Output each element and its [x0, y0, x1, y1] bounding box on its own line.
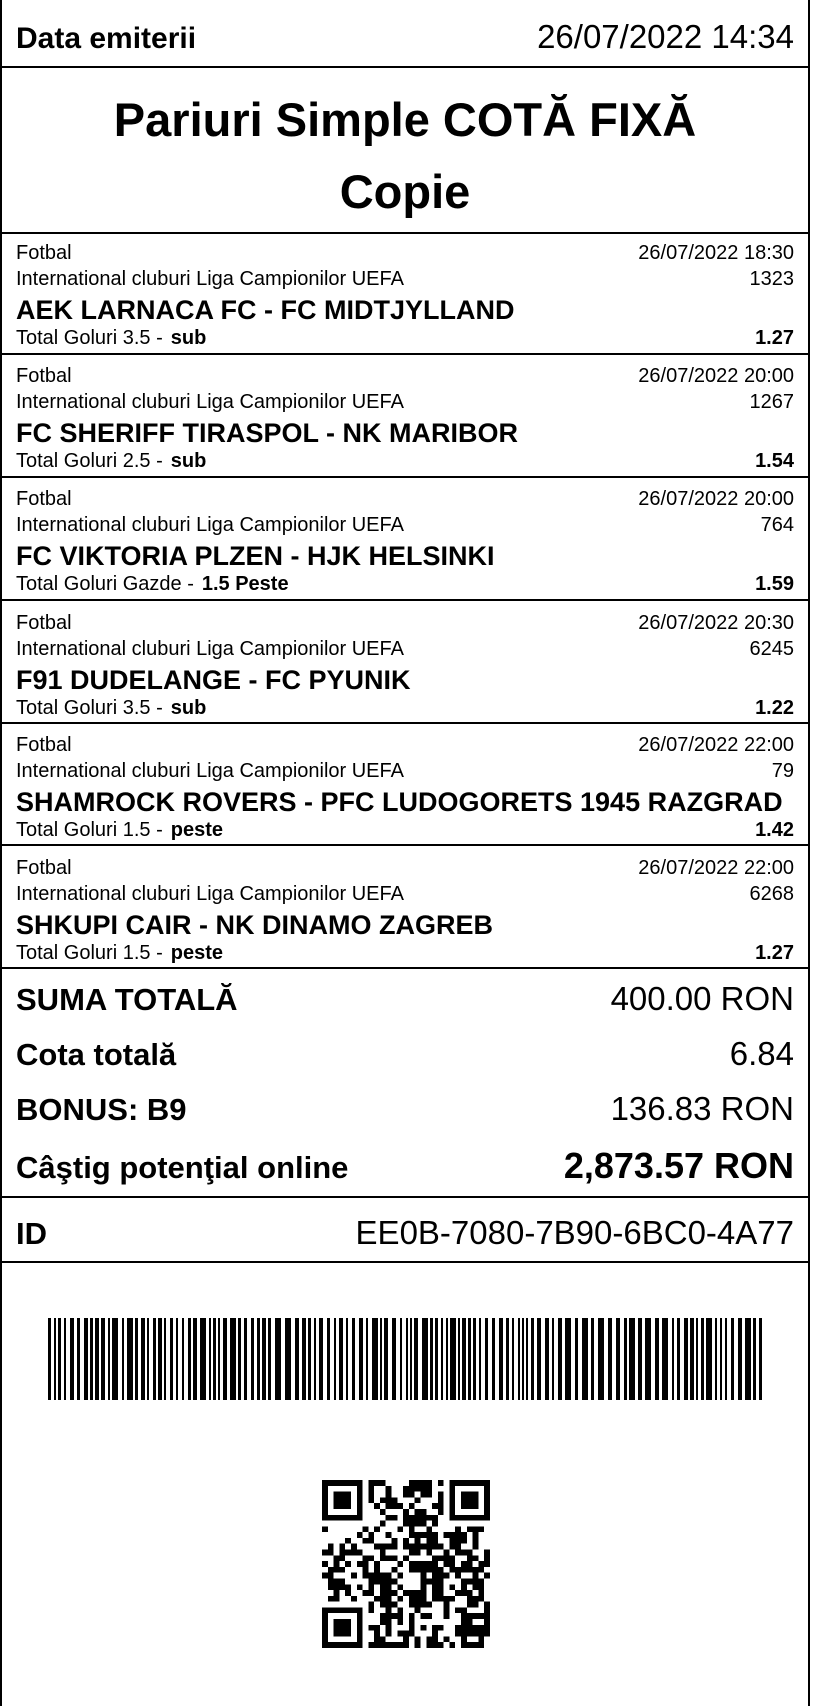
- event-match: F91 DUDELANGE - FC PYUNIK: [16, 665, 411, 695]
- potential-win-row: [16, 1145, 794, 1187]
- event-market: Total Goluri 2.5 - sub: [16, 450, 207, 472]
- event-datetime: 26/07/2022 20:00: [638, 365, 794, 387]
- event-odds: 1.59: [755, 573, 794, 595]
- event-selection: peste: [170, 942, 223, 964]
- event-sport: Fotbal: [16, 365, 72, 387]
- event-competition: International cluburi Liga Campionilor UEFA: [16, 638, 404, 660]
- event-market: Total Goluri 1.5 - peste: [16, 819, 223, 841]
- ticket-id-value: EE0B-7080-7B90-6BC0-4A77: [355, 1214, 794, 1251]
- total-odds-row: [16, 1035, 794, 1073]
- event-odds: 1.27: [755, 942, 794, 964]
- event-item: [2, 234, 808, 352]
- event-code: 6268: [749, 883, 794, 905]
- event-code: 1323: [749, 268, 794, 290]
- event-item: [2, 604, 808, 722]
- event-sport: Fotbal: [16, 734, 72, 756]
- barcode-icon: [48, 1318, 762, 1400]
- ticket-id-row: [16, 1214, 794, 1252]
- bonus-label: BONUS: B9: [16, 1092, 187, 1127]
- event-code: 1267: [749, 391, 794, 413]
- bonus-row: [16, 1090, 794, 1128]
- ticket-subtitle: Copie: [339, 165, 471, 218]
- divider: [2, 844, 808, 846]
- event-item: [2, 849, 808, 967]
- event-selection: sub: [170, 697, 207, 719]
- event-match: FC VIKTORIA PLZEN - HJK HELSINKI: [16, 541, 495, 571]
- event-match: SHKUPI CAIR - NK DINAMO ZAGREB: [16, 910, 493, 940]
- event-selection: 1.5 Peste: [201, 573, 289, 595]
- event-datetime: 26/07/2022 22:00: [638, 734, 794, 756]
- potential-win-value: 2,873.57 RON: [563, 1145, 794, 1186]
- event-match: SHAMROCK ROVERS - PFC LUDOGORETS 1945 RAZGRAD: [16, 787, 783, 817]
- stake-label: SUMA TOTALĂ: [16, 982, 238, 1017]
- event-odds: 1.42: [755, 819, 794, 841]
- divider: [2, 476, 808, 478]
- issue-date-label: Data emiterii: [16, 22, 197, 55]
- event-datetime: 26/07/2022 18:30: [638, 242, 794, 264]
- divider: [2, 66, 808, 68]
- divider: [2, 353, 808, 355]
- event-selection: peste: [170, 819, 223, 841]
- event-market: Total Goluri 3.5 - sub: [16, 697, 207, 719]
- event-competition: International cluburi Liga Campionilor UEFA: [16, 268, 404, 290]
- event-odds: 1.22: [755, 697, 794, 719]
- total-odds-value: 6.84: [729, 1035, 794, 1072]
- event-competition: International cluburi Liga Campionilor UEFA: [16, 514, 404, 536]
- event-code: 764: [760, 514, 794, 536]
- total-odds-label: Cota totală: [16, 1037, 177, 1072]
- event-sport: Fotbal: [16, 488, 72, 510]
- event-competition: International cluburi Liga Campionilor UEFA: [16, 391, 404, 413]
- stake-value: 400.00 RON: [610, 980, 794, 1017]
- issue-date-row: [16, 18, 794, 56]
- divider: [2, 599, 808, 601]
- qr-code-icon: [322, 1480, 490, 1648]
- potential-win-label: Câştig potenţial online: [16, 1150, 349, 1185]
- event-market: Total Goluri Gazde - 1.5 Peste: [16, 573, 289, 595]
- event-odds: 1.54: [755, 450, 794, 472]
- divider: [2, 967, 808, 969]
- event-match: FC SHERIFF TIRASPOL - NK MARIBOR: [16, 418, 518, 448]
- event-competition: International cluburi Liga Campionilor UEFA: [16, 760, 404, 782]
- event-sport: Fotbal: [16, 857, 72, 879]
- event-match: AEK LARNACA FC - FC MIDTJYLLAND: [16, 295, 515, 325]
- event-competition: International cluburi Liga Campionilor UEFA: [16, 883, 404, 905]
- event-market: Total Goluri 3.5 - sub: [16, 327, 207, 349]
- event-code: 6245: [749, 638, 794, 660]
- event-sport: Fotbal: [16, 242, 72, 264]
- ticket-title: Pariuri Simple COTĂ FIXĂ: [113, 93, 697, 146]
- divider: [2, 1196, 808, 1198]
- stake-row: [16, 980, 794, 1018]
- issue-date-value: 26/07/2022 14:34: [537, 18, 794, 55]
- divider: [2, 1261, 808, 1263]
- event-item: [2, 480, 808, 598]
- event-datetime: 26/07/2022 20:30: [638, 612, 794, 634]
- event-selection: sub: [170, 327, 207, 349]
- event-item: [2, 357, 808, 475]
- event-code: 79: [771, 760, 794, 782]
- event-item: [2, 726, 808, 844]
- event-datetime: 26/07/2022 22:00: [638, 857, 794, 879]
- event-datetime: 26/07/2022 20:00: [638, 488, 794, 510]
- bonus-value: 136.83 RON: [610, 1090, 794, 1127]
- ticket-id-label: ID: [16, 1216, 47, 1251]
- event-sport: Fotbal: [16, 612, 72, 634]
- event-selection: sub: [170, 450, 207, 472]
- divider: [2, 722, 808, 724]
- event-odds: 1.27: [755, 327, 794, 349]
- event-market: Total Goluri 1.5 - peste: [16, 942, 223, 964]
